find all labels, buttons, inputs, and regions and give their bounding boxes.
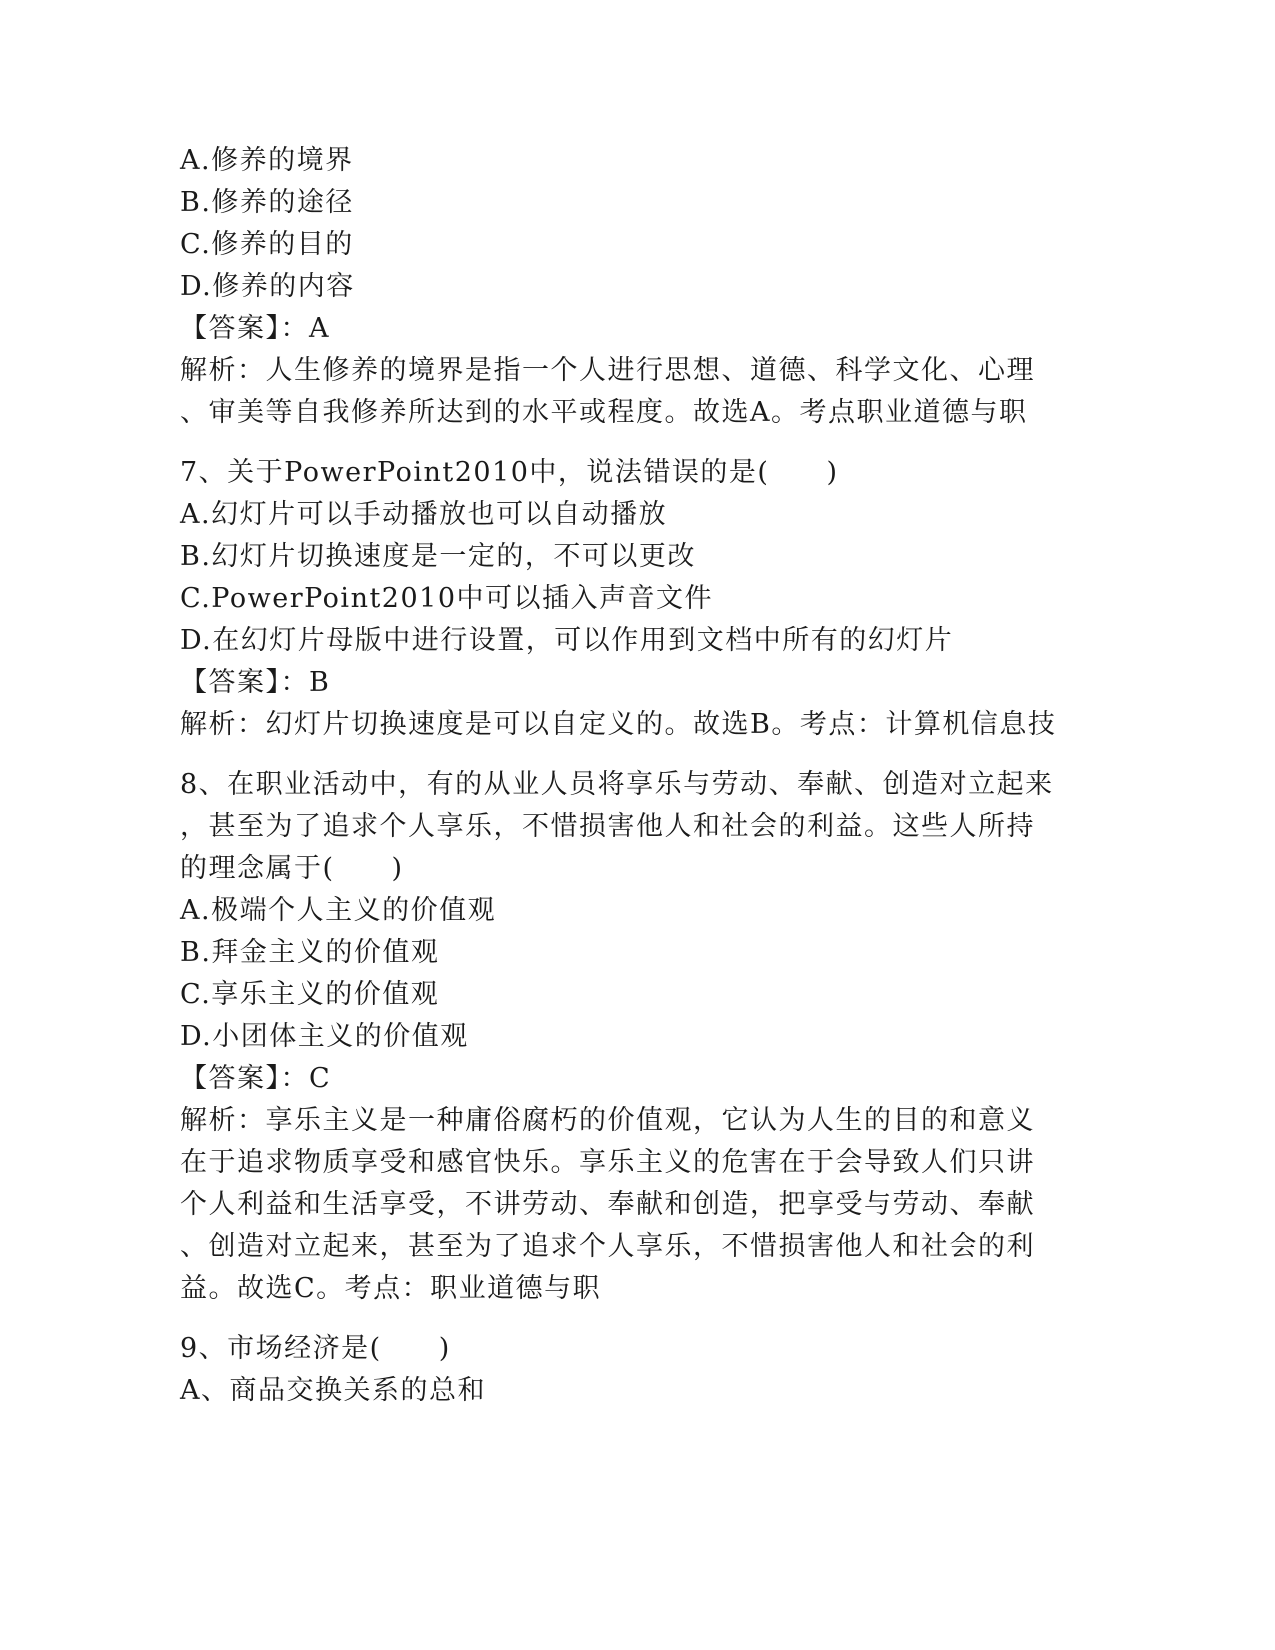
option-a: A.幻灯片可以手动播放也可以自动播放 <box>180 499 668 530</box>
analysis-line: 、创造对立起来，甚至为了追求个人享乐，不惜损害他人和社会的利 <box>180 1231 1035 1262</box>
document-page <box>180 140 1080 1412</box>
spacer <box>180 434 1080 452</box>
question-7 <box>180 452 1080 746</box>
answer: 【答案】：A <box>180 313 330 344</box>
option-d: D.修养的内容 <box>180 271 355 302</box>
analysis-line: 、审美等自我修养所达到的水平或程度。故选A。考点职业道德与职 <box>180 397 1028 428</box>
analysis-line: 益。故选C。考点：职业道德与职 <box>180 1273 602 1304</box>
answer: 【答案】：C <box>180 1063 332 1094</box>
question-6 <box>180 140 1080 434</box>
analysis-line: 在于追求物质享受和感官快乐。享乐主义的危害在于会导致人们只讲 <box>180 1147 1035 1178</box>
spacer <box>180 1310 1080 1328</box>
question-text: 9、市场经济是( ) <box>180 1333 451 1364</box>
option-b: B.幻灯片切换速度是一定的，不可以更改 <box>180 541 696 572</box>
question-text: 的理念属于( ) <box>180 853 404 884</box>
spacer <box>180 746 1080 764</box>
option-a: A.极端个人主义的价值观 <box>180 895 497 926</box>
option-a: A、商品交换关系的总和 <box>180 1375 486 1406</box>
option-c: C.PowerPoint2010中可以插入声音文件 <box>180 583 714 614</box>
option-b: B.拜金主义的价值观 <box>180 937 440 968</box>
analysis-line: 解析：人生修养的境界是指一个人进行思想、道德、科学文化、心理 <box>180 355 1035 386</box>
option-c: C.修养的目的 <box>180 229 354 260</box>
question-text: 8、在职业活动中，有的从业人员将享乐与劳动、奉献、创造对立起来 <box>180 769 1054 800</box>
option-b: B.修养的途径 <box>180 187 354 218</box>
answer: 【答案】：B <box>180 667 331 698</box>
question-9 <box>180 1328 1080 1412</box>
question-8 <box>180 764 1080 1310</box>
option-d: D.在幻灯片母版中进行设置，可以作用到文档中所有的幻灯片 <box>180 625 954 656</box>
analysis-line: 个人利益和生活享受，不讲劳动、奉献和创造，把享受与劳动、奉献 <box>180 1189 1035 1220</box>
analysis-line: 解析：幻灯片切换速度是可以自定义的。故选B。考点：计算机信息技 <box>180 709 1057 740</box>
option-d: D.小团体主义的价值观 <box>180 1021 469 1052</box>
question-text: ，甚至为了追求个人享乐，不惜损害他人和社会的利益。这些人所持 <box>180 811 1035 842</box>
option-a: A.修养的境界 <box>180 145 354 176</box>
analysis-line: 解析：享乐主义是一种庸俗腐朽的价值观，它认为人生的目的和意义 <box>180 1105 1035 1136</box>
question-text: 7、关于PowerPoint2010中，说法错误的是( ) <box>180 457 839 488</box>
option-c: C.享乐主义的价值观 <box>180 979 440 1010</box>
